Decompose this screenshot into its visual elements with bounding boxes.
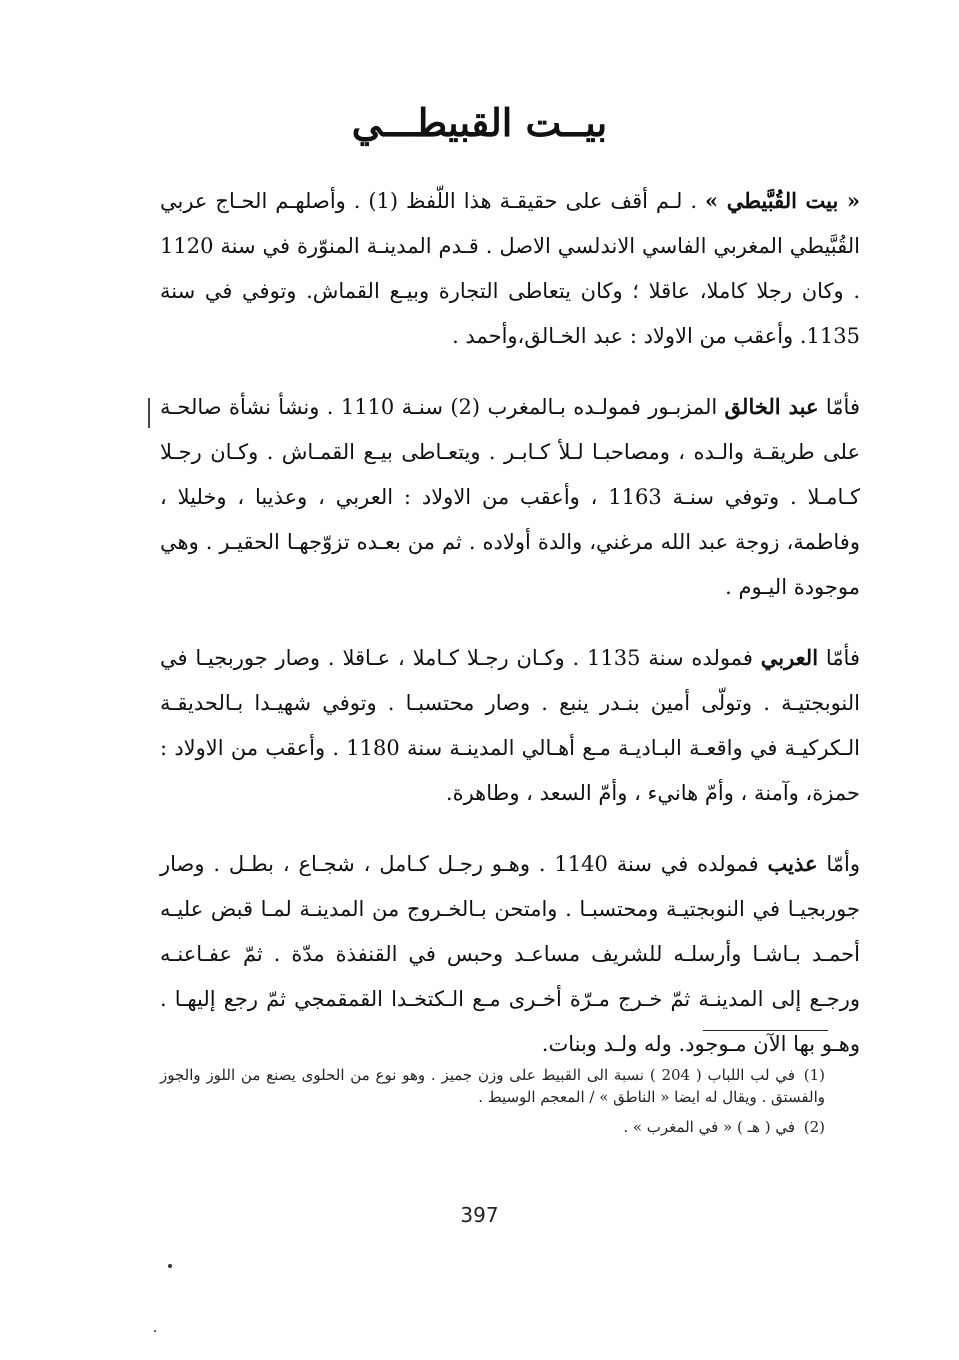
paragraph-text: فمولده في سنة 1140 . وهـو رجـل كـامل ، شجـاع ، بطـل . وصار جوربجيـا في النوبجتيـة ومحتسبـا . وامتحن بـالخـروج من المدينـة لمـا قبض عليـه أحمـد بـاشـا وأرسلـه للشريف مساعـد وحبس في القنفذة مدّة . ثمّ عفـاعنـه ورجـع إلى المدينـة ثمّ خـرج مـرّة أخـرى مـع الـكتخـدا القمقمجي ثمّ رجع إليهـا . وهـو بها الآن مـوجود. وله ولـد وبنات. bbox=[160, 852, 860, 1056]
paragraph-lead: « بيت القُبَّيطي » bbox=[705, 188, 861, 213]
footnote-number: (1) bbox=[803, 1066, 825, 1084]
paragraph-2 bbox=[160, 384, 860, 610]
footnote-2 bbox=[160, 1116, 825, 1138]
footnote-divider bbox=[703, 1030, 828, 1031]
paragraph-pre: فأمّا bbox=[818, 646, 860, 670]
footnotes bbox=[160, 1064, 825, 1146]
paragraph-text: فمولده سنة 1135 . وكـان رجـلا كـاملا ، عـاقلا . وصار جوربجيـا في النوبجتيـة . وتولّى أمين بنـدر ينبع . وصار محتسبـا . وتوفي شهيـدا بـالحديقـة الـكركيـة في واقعـة البـاديـة مـع أهـالي المدينـة سنة 1180 . وأعقب من الاولاد : حمزة، وآمنة ، وأمّ هانيء ، وأمّ السعد ، وطاهرة. bbox=[160, 646, 860, 805]
paragraph-3 bbox=[160, 635, 860, 816]
paragraph-pre: فأمّا bbox=[818, 395, 860, 419]
footnote-text: في ( هـ ) « في المغرب » . bbox=[623, 1118, 795, 1136]
footnote-1 bbox=[160, 1064, 825, 1108]
paragraph-1 bbox=[160, 178, 860, 359]
paragraph-4 bbox=[160, 841, 860, 1067]
paragraph-lead: العربي bbox=[760, 645, 819, 670]
paragraph-text: المزبـور فمولـده بـالمغرب (2) سنـة 1110 . ونشأ نشأة صالحـة على طريقـة والـده ، ومصاحبـا لـلأ كـابـر . ويتعـاطى بيـع القمـاش . وكـان رجـلا كـامـلا . وتوفي سنـة 1163 ، وأعقب من الاولاد : العربي ، وعذيبا ، وخليلا ، وفاطمة، زوجة عبد الله مرغني، والدة أولاده . ثم من بعـده تزوّجهـا الحقيـر . وهي موجودة اليـوم . bbox=[160, 395, 860, 599]
margin-mark bbox=[148, 398, 150, 428]
paragraph-text: . لـم أقف على حقيقـة هذا اللّفظ (1) . وأصلهـم الحـاج عربي القُبَّيطي المغربي الفاسي الاندلسي الاصل . قـدم المدينـة المنوّرة في سنة 1120 . وكان رجلا كاملا، عاقلا ؛ وكان يتعاطى التجارة وبيـع القماش. وتوفي في سنة 1135. وأعقب من الاولاد : عبد الخـالق،وأحمد . bbox=[160, 189, 860, 348]
scan-speck bbox=[154, 1330, 156, 1332]
paragraph-pre: وأمّا bbox=[817, 852, 860, 876]
paragraph-lead: عذيب bbox=[767, 851, 818, 876]
page-title: بيــت القبيطـــي bbox=[351, 100, 608, 145]
page-number: 397 bbox=[460, 1203, 499, 1227]
main-text bbox=[160, 178, 860, 1092]
paragraph-lead: عبد الخالق bbox=[724, 394, 819, 419]
scan-speck bbox=[168, 1264, 172, 1268]
footnote-text: في لب اللباب ( 204 ) نسبة الى القبيط على وزن جميز . وهو نوع من الحلوى يصنع من اللوز والجوز والفستق . ويقال له ايضا « الناطق » / المعجم الوسيط . bbox=[160, 1066, 825, 1106]
footnote-number: (2) bbox=[803, 1118, 825, 1136]
